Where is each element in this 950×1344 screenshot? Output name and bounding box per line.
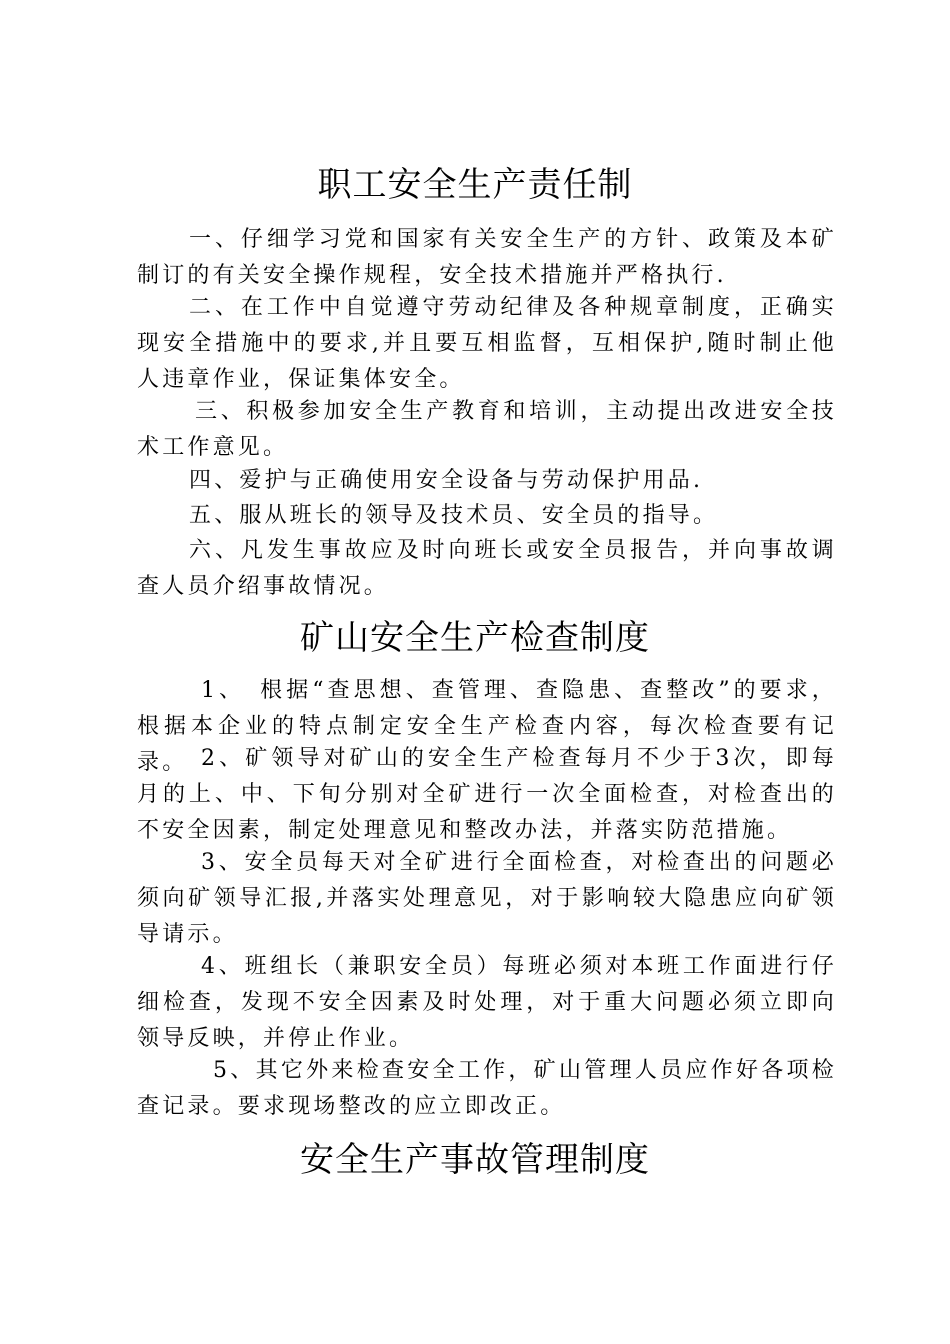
paragraph: 一、仔细学习党和国家有关安全生产的方针、政策及本矿制订的有关安全操作规程，安全技术措施并严格执行. [137,227,837,288]
paragraph: 1、 根据“查思想、查管理、查隐患、查整改”的要求，根据本企业的特点制定安全生产检查内容，每次检查要有记录。 [137,678,837,775]
paragraph: 5、其它外来检查安全工作，矿山管理人员应作好各项检查记录。要求现场整改的应立即改正。 [137,1058,837,1119]
paragraph: 二、在工作中自觉遵守劳动纪律及各种规章制度，正确实现安全措施中的要求,并且要互相监督，互相保护,随时制止他人违章作业，保证集体安全。 [137,295,837,392]
paragraph: 2、矿领导对矿山的安全生产检查每月不少于3次，即每月的上、中、下旬分别对全矿进行一次全面检查，对检查出的不安全因素，制定处理意见和整改办法，并落实防范措施。 [137,746,837,843]
section-title-responsibility: 职工安全生产责任制 [317,165,633,205]
paragraph: 五、服从班长的领导及技术员、安全员的指导。 [189,503,719,528]
section-title-inspection: 矿山安全生产检查制度 [300,618,650,658]
paragraph: 六、凡发生事故应及时向班长或安全员报告，并向事故调查人员介绍事故情况。 [137,538,837,599]
paragraph: 三、积极参加安全生产教育和培训，主动提出改进安全技术工作意见。 [137,399,837,460]
paragraph: 4、班组长（兼职安全员）每班必须对本班工作面进行仔细检查，发现不安全因素及时处理，对于重大问题必须立即向领导反映，并停止作业。 [137,954,837,1051]
paragraph: 四、爱护与正确使用安全设备与劳动保护用品. [189,468,704,493]
paragraph: 3、安全员每天对全矿进行全面检查，对检查出的问题必须向矿领导汇报,并落实处理意见，对于影响较大隐患应向矿领导请示。 [137,850,837,947]
section-title-accident-management: 安全生产事故管理制度 [300,1140,650,1180]
